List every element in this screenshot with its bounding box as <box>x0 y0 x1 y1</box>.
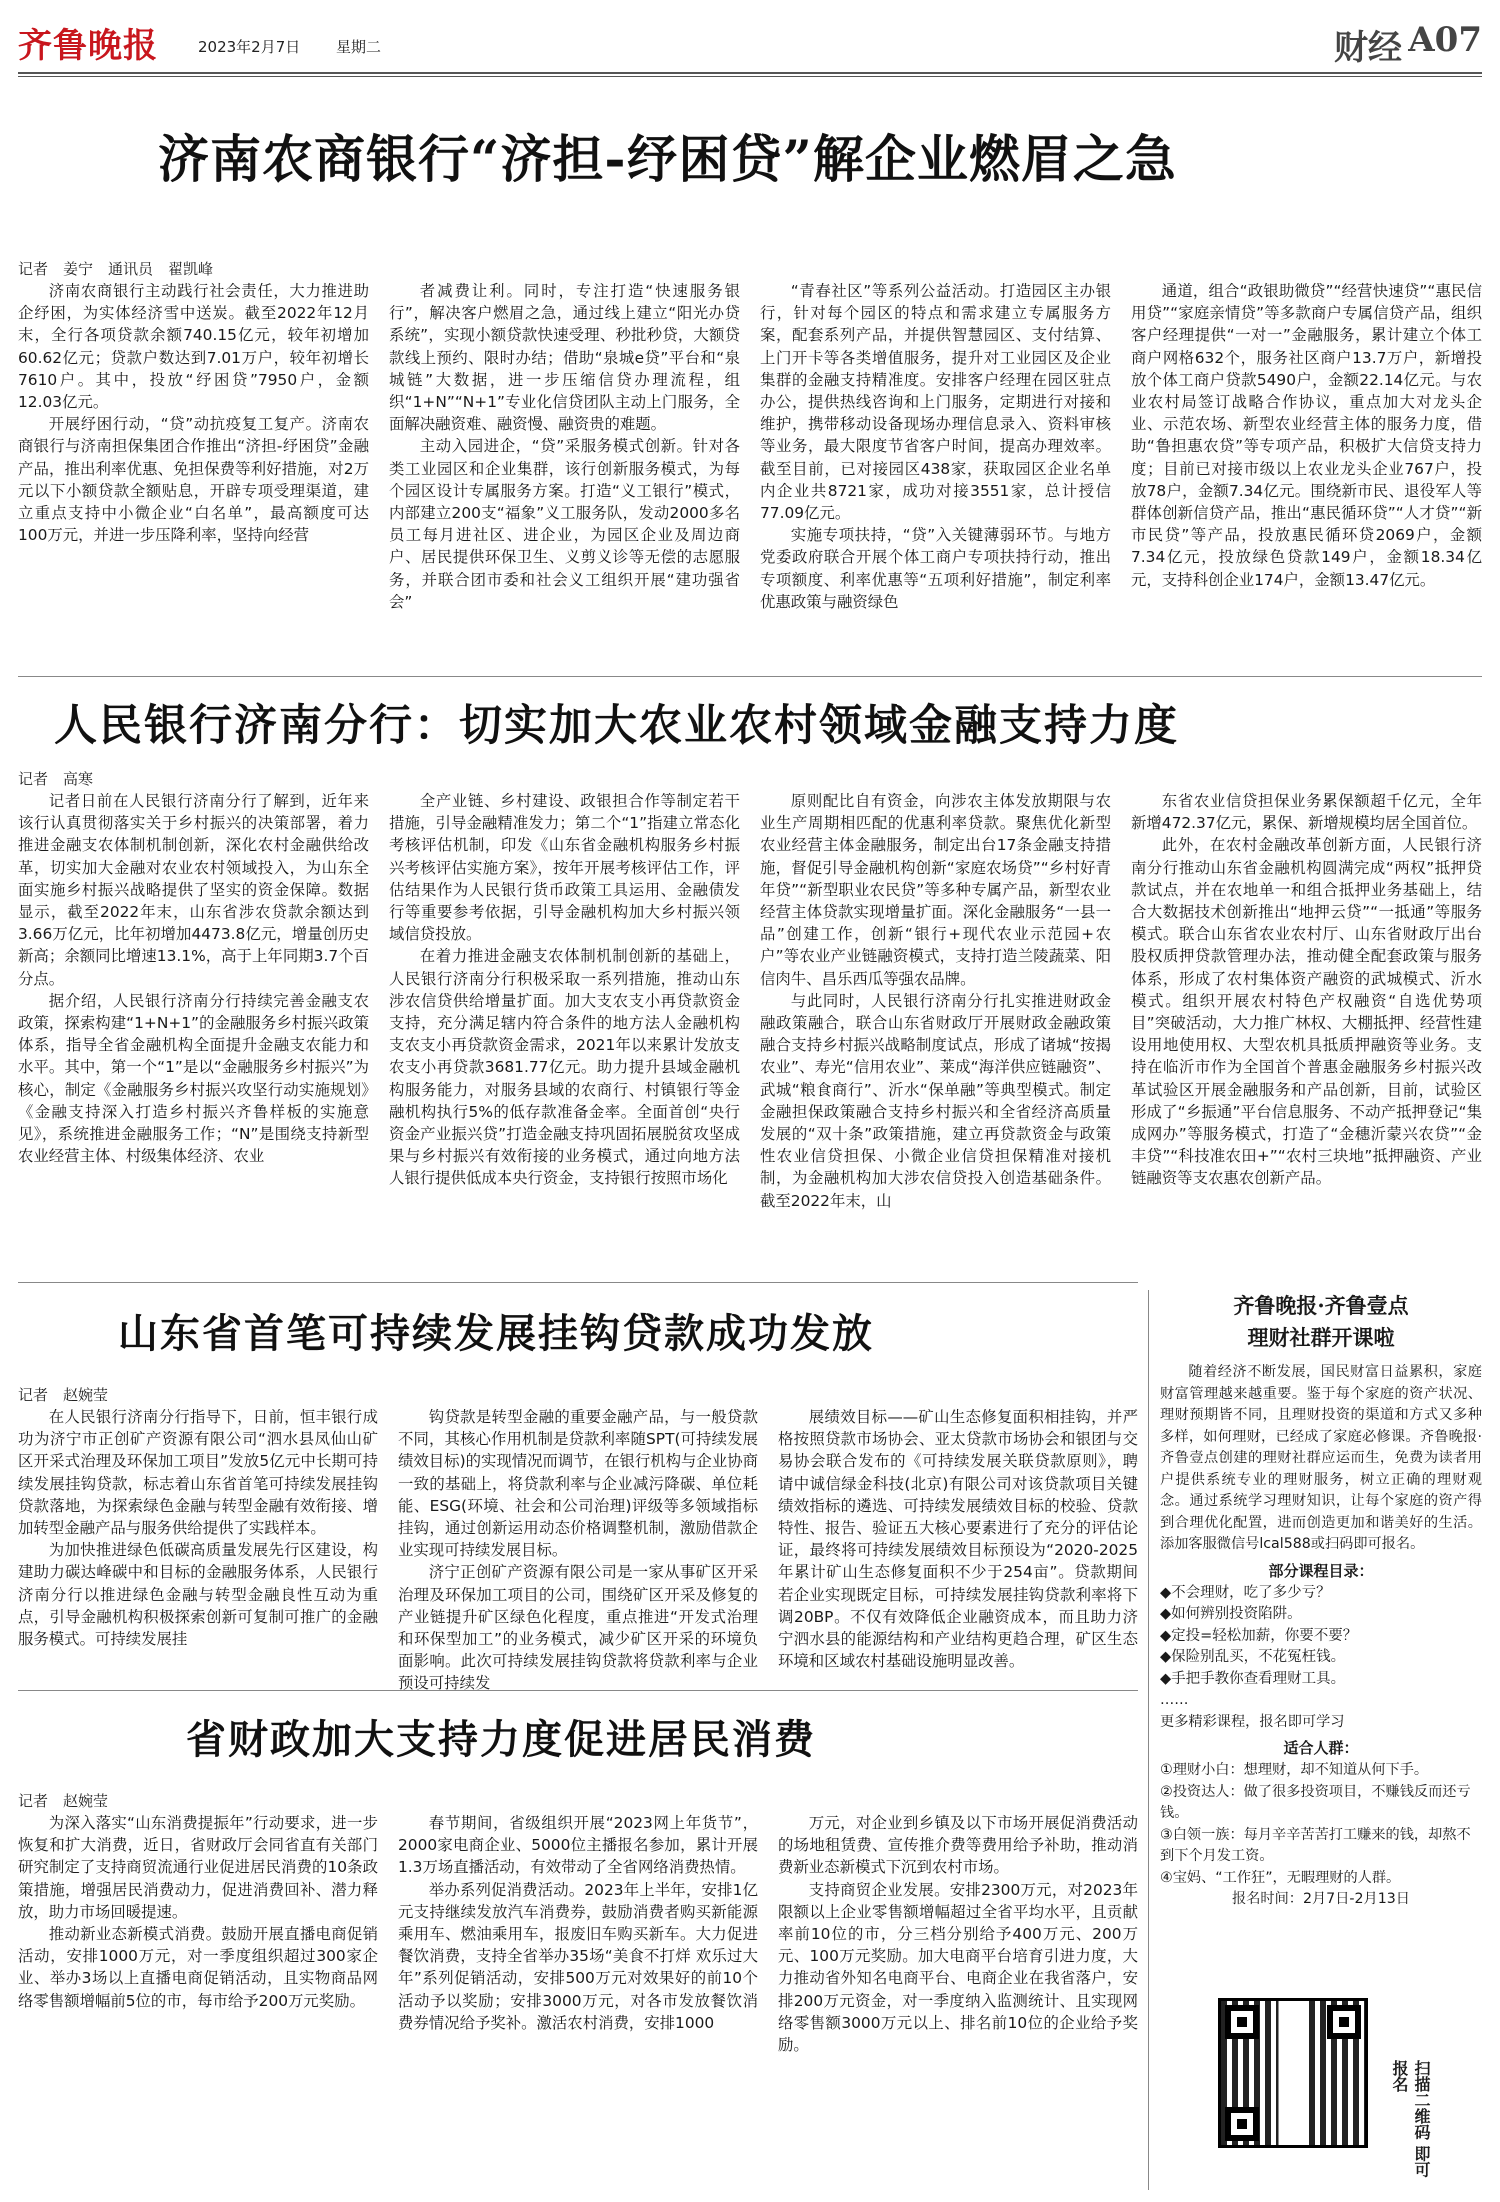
more-courses-text: 更多精彩课程，报名即可学习 <box>1160 1713 1345 1730</box>
sidebar-divider <box>1148 1290 1149 2190</box>
paragraph: 此外，在农村金融改革创新方面，人民银行济南分行推动山东省金融机构圆满完成“两权”抵押贷款试点，并在农地单一和组合抵押业务基础上，结合大数据技术创新推出“地押云贷”“一抵通”等服务模式。联合山东省农业农村厅、山东省财政厅出台股权质押贷款管理办法，推动健全配套政策与服务体系，形成了农村集体资产融资的武城模式、沂水模式。组织开展农村特色产权融资“自选优势项目”突破活动，大力推广林权、大棚抵押、经营性建设用地使用权、大型农机具抵质押融资等业务。支持在临沂市作为全国首个普惠金融服务乡村振兴改革试验区开展金融服务和产品创新，目前，试验区形成了“乡振通”平台信息服务、不动产抵押登记“集成网办”等服务模式，打造了“金穗沂蒙兴农贷”“金丰贷”“科技准农田+”“农村三块地”抵押融资、产业链融资等支农惠农创新产品。 <box>1131 836 1482 1188</box>
more-ellipsis: …… <box>1160 1692 1189 1708</box>
course-list <box>1160 1583 1482 1691</box>
paragraph: 万元，对企业到乡镇及以下市场开展促消费活动的场地租赁费、宣传推介费等费用给予补助，推动消费新业态新模式下沉到农村市场。 <box>778 1814 1138 1877</box>
article-headline: 山东省首笔可持续发展挂钩贷款成功发放 <box>118 1310 874 1357</box>
ad-subtitle: 理财社群开课啦 <box>1247 1325 1395 1350</box>
paragraph: 济南农商银行主动践行社会责任，大力推进助企纾困，为实体经济雪中送炭。截至2022年12月末，全行各项贷款余额740.15亿元，较年初增加60.62亿元；贷款户数达到7.01万户，较年初增长7610户。其中，投放“纾困贷”7950户，金额12.03亿元。 <box>18 282 369 412</box>
masthead <box>18 14 1482 66</box>
article-byline: 记者 赵婉莹 <box>18 1386 109 1404</box>
paragraph: 为深入落实“山东消费提振年”行动要求，进一步恢复和扩大消费，近日，省财政厅会同省直有关部门研究制定了支持商贸流通行业促进居民消费的10条政策措施，增强居民消费动力，促进消费回补、潜力释放，助力市场回暖提速。 <box>18 1814 378 1921</box>
paragraph: 原则配比自有资金，向涉农主体发放期限与农业生产周期相匹配的优惠利率贷款。聚焦优化新型农业经营主体金融服务，制定出台17条金融支持措施，督促引导金融机构创新“家庭农场贷”“乡村好青年贷”“新型职业农民贷”等多种专属产品，新型农业经营主体贷款实现增量扩面。深化金融服务“一县一品”创建工作，创新“银行+现代农业示范园+农户”等农业产业链融资模式，支持打造兰陵蔬菜、阳信肉牛、昌乐西瓜等强农品牌。 <box>760 792 1111 988</box>
article-sustainability-loan <box>18 1290 1138 1693</box>
qr-finder <box>1327 2005 1361 2039</box>
courses-title: 部分课程目录： <box>1268 1561 1374 1580</box>
paragraph: 在人民银行济南分行指导下，日前，恒丰银行成功为济宁市正创矿产资源有限公司“泗水县凤仙山矿区开采式治理及环保加工项目”发放5亿元中长期可持续发展挂钩贷款，标志着山东省首笔可持续发展挂钩贷款落地，为探索绿色金融与转型金融有效衔接、增加转型金融产品与服务供给提供了实践样本。 <box>18 1408 378 1538</box>
paragraph: 开展纾困行动，“贷”动抗疫复工复产。济南农商银行与济南担保集团合作推出“济担-纾困贷”金融产品，推出利率优惠、免担保费等利好措施，对2万元以下小额贷款全额贴息，开辟专项受理渠道，建立重点支持中小微企业“白名单”，最高额度可达100万元，并进一步压降利率，坚持向经营 <box>18 415 369 545</box>
article-column <box>760 280 1111 680</box>
section-name: 财经 <box>1334 28 1402 68</box>
course-item: ◆保险别乱买，不花冤枉钱。 <box>1160 1649 1346 1665</box>
paragraph: 主动入园进企，“贷”采服务模式创新。针对各类工业园区和企业集群，该行创新服务模式，为每个园区设计专属服务方案。打造“义工银行”模式，内部建立200支“福象”义工服务队，发动2000多名员工每月进社区、进企业，为园区企业及周边商户、居民提供环保卫生、义剪义诊等无偿的志愿服务，并联合团市委和社会义工组织开展“建功强省会” <box>389 437 740 611</box>
article-divider <box>18 1282 1138 1283</box>
article-columns <box>18 790 1482 1260</box>
paragraph: 春节期间，省级组织开展“2023网上年货节”，2000家电商企业、5000位主播报名参加，累计开展1.3万场直播活动，有效带动了全省网络消费热情。 <box>398 1814 758 1877</box>
audience-item: ②投资达人：做了很多投资项目，不赚钱反而还亏钱。 <box>1160 1783 1471 1821</box>
finance-community-ad <box>1160 1290 1482 2190</box>
page-number: A07 <box>1408 20 1482 60</box>
course-item: ◆不会理财，吃了多少亏？ <box>1160 1584 1331 1601</box>
paragraph: “青春社区”等系列公益活动。打造园区主办银行，针对每个园区的特点和需求建立专属服务方案，配套系列产品，并提供智慧园区、支付结算、上门开卡等各类增值服务，提升对工业园区及企业集群的金融支持精准度。安排客户经理在园区驻点办公，提供热线咨询和上门服务，定期进行对接和维护，携带移动设备现场办理信息录入、资料审核等业务，最大限度节省客户时间，提高办理效率。截至目前，已对接园区438家，获取园区企业名单内企业共8721家，成功对接3551家，总计授信77.09亿元。 <box>760 282 1111 523</box>
masthead-divider <box>18 72 1482 74</box>
paragraph: 全产业链、乡村建设、政银担合作等制定若干措施，引导金融精准发力；第二个“1”指建立常态化考核评估机制，印发《山东省金融机构服务乡村振兴考核评估实施方案》，按年开展考核评估工作，评估结果作为人民银行货币政策工具运用、金融债发行等重要参考依据，引导金融机构加大乡村振兴领域信贷投放。 <box>389 792 740 944</box>
paragraph: 随着经济不断发展，国民财富日益累积，家庭财富管理越来越重要。鉴于每个家庭的资产状况、理财预期皆不同，且理财投资的渠道和方式又多种多样，如何理财，已经成了家庭必修课。齐鲁晚报·齐鲁壹点创建的理财社群应运而生，免费为读者用户提供系统专业的理财服务，树立正确的理财观念。通过系统学习理财知识，让每个家庭的资产得到合理优化配置，进而创造更加和谐美好的生活。添加客服微信号lcal588或扫码即可报名。 <box>1160 1364 1482 1552</box>
paragraph: 者减费让利。同时，专注打造“快速服务银行”，解决客户燃眉之急，通过线上建立“阳光办贷系统”，实现小额贷款快速受理、秒批秒贷，大额贷款线上预约、限时办结；借助“泉城e贷”平台和“泉城链”大数据，进一步压缩信贷办理流程，组织“1+N”“N+1”专业化信贷团队主动上门服务，全面解决融资难、融资慢、融资贵的难题。 <box>389 282 740 434</box>
course-item: ◆定投=轻松加薪，你要不要？ <box>1160 1627 1358 1644</box>
article-column <box>1131 280 1482 680</box>
article-divider <box>18 1690 1138 1691</box>
paragraph: 记者日前在人民银行济南分行了解到，近年来该行认真贯彻落实关于乡村振兴的决策部署，着力推进金融支农体制机制创新，深化农村金融供给改革，切实加大金融对农业农村领域投入，为山东全面实施乡村振兴战略提供了坚实的资金保障。数据显示，截至2022年末，山东省涉农贷款余额达到3.66万亿元，比年初增加4473.8亿元，增量创历史新高；余额同比增速13.1%，高于上年同期3.7个百分点。 <box>18 792 369 988</box>
article-column <box>18 1812 378 2190</box>
article-headline: 省财政加大支持力度促进居民消费 <box>186 1716 816 1763</box>
article-column <box>389 280 740 680</box>
article-column <box>1131 790 1482 1260</box>
article-column <box>760 790 1111 1260</box>
article-byline: 记者 高寒 <box>18 770 94 788</box>
article-byline: 记者 姜宁 通讯员 翟凯峰 <box>18 260 214 278</box>
qr-finder <box>1225 2005 1259 2039</box>
article-byline: 记者 赵婉莹 <box>18 1792 109 1810</box>
article-column <box>18 790 369 1260</box>
paragraph: 展绩效目标——矿山生态修复面积相挂钩，并严格按照贷款市场协会、亚太贷款市场协会和银团与交易协会联合发布的《可持续发展关联贷款原则》，聘请中诚信绿金科技(北京)有限公司对该贷款项目关键绩效指标的遴选、可持续发展绩效目标的校验、贷款特性、报告、验证五大核心要素进行了充分的评估论证，最终将可持续发展绩效目标预设为“2020-2025年累计矿山生态修复面积不少于254亩”。贷款期间若企业实现既定目标，可持续发展挂钩贷款利率将下调20BP。不仅有效降低企业融资成本，而且助力济宁泗水县的能源结构和产业结构更趋合理，矿区生态环境和区域农村基础设施明显改善。 <box>778 1408 1138 1671</box>
article-column <box>398 1812 758 2190</box>
article-column <box>778 1812 1138 2190</box>
paragraph: 在着力推进金融支农体制机制创新的基础上，人民银行济南分行积极采取一系列措施，推动山东涉农信贷供给增量扩面。加大支农支小再贷款资金支持，充分满足辖内符合条件的地方法人金融机构支农支小再贷款资金需求，2021年以来累计发放支农支小再贷款3681.77亿元。助力提升县域金融机构服务能力，对服务县域的农商行、村镇银行等金融机构执行5%的低存款准备金率。全面首创“央行资金产业振兴贷”打造金融支持巩固拓展脱贫攻坚成果与乡村振兴有效衔接的业务模式，通过向地方法人银行提供低成本央行资金，支持银行按照市场化 <box>389 947 740 1188</box>
article-column <box>389 790 740 1260</box>
course-item: ◆如何辨别投资陷阱。 <box>1160 1606 1302 1622</box>
paragraph: 支持商贸企业发展。安排2300万元，对2023年限额以上企业零售额增幅超过全省平均水平，且贡献率前10位的市，分三档分别给予400万元、200万元、100万元奖励。加大电商平台培育引进力度，大力推动省外知名电商平台、电商企业在我省落户，安排200万元资金，对一季度纳入监测统计、且实现网络零售额3000万元以上、排名前10位的企业给予奖励。 <box>778 1880 1138 2055</box>
audience-item: ③白领一族：每月辛辛苦苦打工赚来的钱，却熬不到下个月发工资。 <box>1160 1826 1471 1864</box>
article-jinan-rural-bank <box>18 118 1482 678</box>
qr-finder <box>1225 2107 1259 2141</box>
paragraph: 钩贷款是转型金融的重要金融产品，与一般贷款不同，其核心作用机制是贷款利率随SPT(可持续发展绩效目标)的实现情况而调节，在银行机构与企业协商一致的基础上，将贷款利率与企业减污降碳、单位耗能、ESG(环境、社会和公司治理)评级等多领域指标挂钩，通过创新运用动态价格调整机制，激励借款企业实现可持续发展目标。 <box>398 1408 758 1560</box>
article-column <box>18 280 369 680</box>
issue-date: 2023年2月7日 <box>198 38 301 56</box>
article-pboc-jinan <box>18 684 1482 1284</box>
paragraph: 济宁正创矿产资源有限公司是一家从事矿区开采治理及环保加工项目的公司，围绕矿区开采及修复的产业链提升矿区绿色化程度，重点推进“开发式治理和环保型加工”的业务模式，减少矿区开采的环境负面影响。此次可持续发展挂钩贷款将贷款利率与企业预设可持续发 <box>398 1563 758 1693</box>
issue-weekday: 星期二 <box>336 38 382 56</box>
masthead-divider-thin <box>18 76 1482 77</box>
paragraph: 为加快推进绿色低碳高质量发展先行区建设，构建助力碳达峰碳中和目标的金融服务体系，人民银行济南分行以推进绿色金融与转型金融良性互动为重点，引导金融机构积极探索创新可复制可推广的金融服务模式。可持续发展挂 <box>18 1541 378 1649</box>
qr-label-signup: 即可报名 <box>1390 2060 1431 2178</box>
newspaper-logo: 齐鲁晚报 <box>18 26 158 66</box>
paragraph: 推动新业态新模式消费。鼓励开展直播电商促销活动，安排1000万元，对一季度组织超过300家企业、举办3场以上直播电商促销活动，且实物商品网络零售额增幅前5位的市，每市给予200万元奖励。 <box>18 1925 378 2010</box>
audience-title: 适合人群： <box>1283 1739 1359 1757</box>
qr-code-icon[interactable] <box>1218 1998 1368 2148</box>
paragraph: 与此同时，人民银行济南分行扎实推进财政金融政策融合，联合山东省财政厅开展财政金融政策融合支持乡村振兴战略制度试点，形成了诸城“按揭农业”、寿光“信用农业”、莱成“海洋供应链融资”、武城“粮食商行”、沂水“保单融”等典型模式。制定金融担保政策融合支持乡村振兴和全省经济高质量发展的“双十条”政策措施，建立再贷款资金与政策性农业信贷担保、小微企业信贷担保精准对接机制，为金融机构加大涉农信贷投入创造基础条件。截至2022年末，山 <box>760 991 1111 1210</box>
audience-item: ④宝妈、“工作狂”，无暇理财的人群。 <box>1160 1869 1401 1886</box>
article-divider <box>18 676 1482 677</box>
article-column <box>398 1406 758 1693</box>
article-headline: 人民银行济南分行：切实加大农业农村领域金融支持力度 <box>54 701 1179 751</box>
paragraph: 举办系列促消费活动。2023年上半年，安排1亿元支持继续发放汽车消费券，鼓励消费者购买新能源乘用车、燃油乘用车，报废旧车购买新车。大力促进餐饮消费，支持全省举办35场“美食不打烊 欢乐过大年”系列促销活动，安排500万元对效果好的前10个活动予以奖励；安排3000万元，对各市发放餐饮消费券情况给予奖补。激活农村消费，安排1000 <box>398 1880 758 2032</box>
paragraph: 据介绍，人民银行济南分行持续完善金融支农政策，探索构建“1+N+1”的金融服务乡村振兴政策体系，指导全省金融机构全面提升金融支农能力和水平。其中，第一个“1”是以“金融服务乡村振兴”为核心，制定《金融服务乡村振兴攻坚行动实施规划》《金融支持深入打造乡村振兴齐鲁样板的实施意见》，系统推进金融服务工作；“N”是围绕支持新型农业经营主体、村级集体经济、农业 <box>18 991 369 1166</box>
article-columns <box>18 1406 1138 1693</box>
ad-title: 齐鲁晚报·齐鲁壹点 <box>1233 1293 1409 1318</box>
paragraph: 实施专项扶持，“贷”入关键薄弱环节。与地方党委政府联合开展个体工商户专项扶持行动，推出专项额度、利率优惠等“五项利好措施”，制定利率优惠政策与融资绿色 <box>760 526 1111 611</box>
qr-label <box>1388 2060 1432 2190</box>
article-column <box>778 1406 1138 1676</box>
audience-item: ①理财小白：想理财，却不知道从何下手。 <box>1160 1762 1429 1778</box>
course-item: ◆手把手教你查看理财工具。 <box>1160 1670 1346 1687</box>
article-consumption-support <box>18 1696 1138 2196</box>
paragraph: 通道，组合“政银助微贷”“经营快速贷”“惠民信用贷”“家庭亲情贷”等多款商户专属信贷产品，组织客户经理提供“一对一”金融服务，累计建立个体工商户网格632个，服务社区商户13.7万户，新增投放个体工商户贷款5490户，金额22.14亿元。与农业农村局签订战略合作协议，重点加大对龙头企业、示范农场、新型农业经营主体的服务力度，借助“鲁担惠农贷”等专项产品，积极扩大信贷支持力度；目前已对接市级以上农业龙头企业767户，投放78户，金额7.34亿元。围绕新市民、退役军人等群体创新信贷产品，推出“惠民循环贷”“人才贷”“新市民贷”等产品，投放惠民循环贷2069户，金额7.34亿元，投放绿色贷款149户，金额18.34亿元，支持科创企业174户，金额13.47亿元。 <box>1131 282 1482 589</box>
article-column <box>18 1406 378 1676</box>
qr-label-scan: 扫描二维码 <box>1412 2060 1431 2140</box>
signup-time: 报名时间：2月7日-2月13日 <box>1232 1891 1410 1907</box>
article-columns <box>18 1812 1138 2190</box>
article-headline: 济南农商银行“济担-纾困贷”解企业燃眉之急 <box>158 130 1177 190</box>
paragraph: 东省农业信贷担保业务累保额超千亿元，全年新增472.37亿元，累保、新增规模均居全国首位。 <box>1131 792 1482 833</box>
ad-intro <box>1160 1362 1482 1556</box>
article-columns <box>18 280 1482 680</box>
